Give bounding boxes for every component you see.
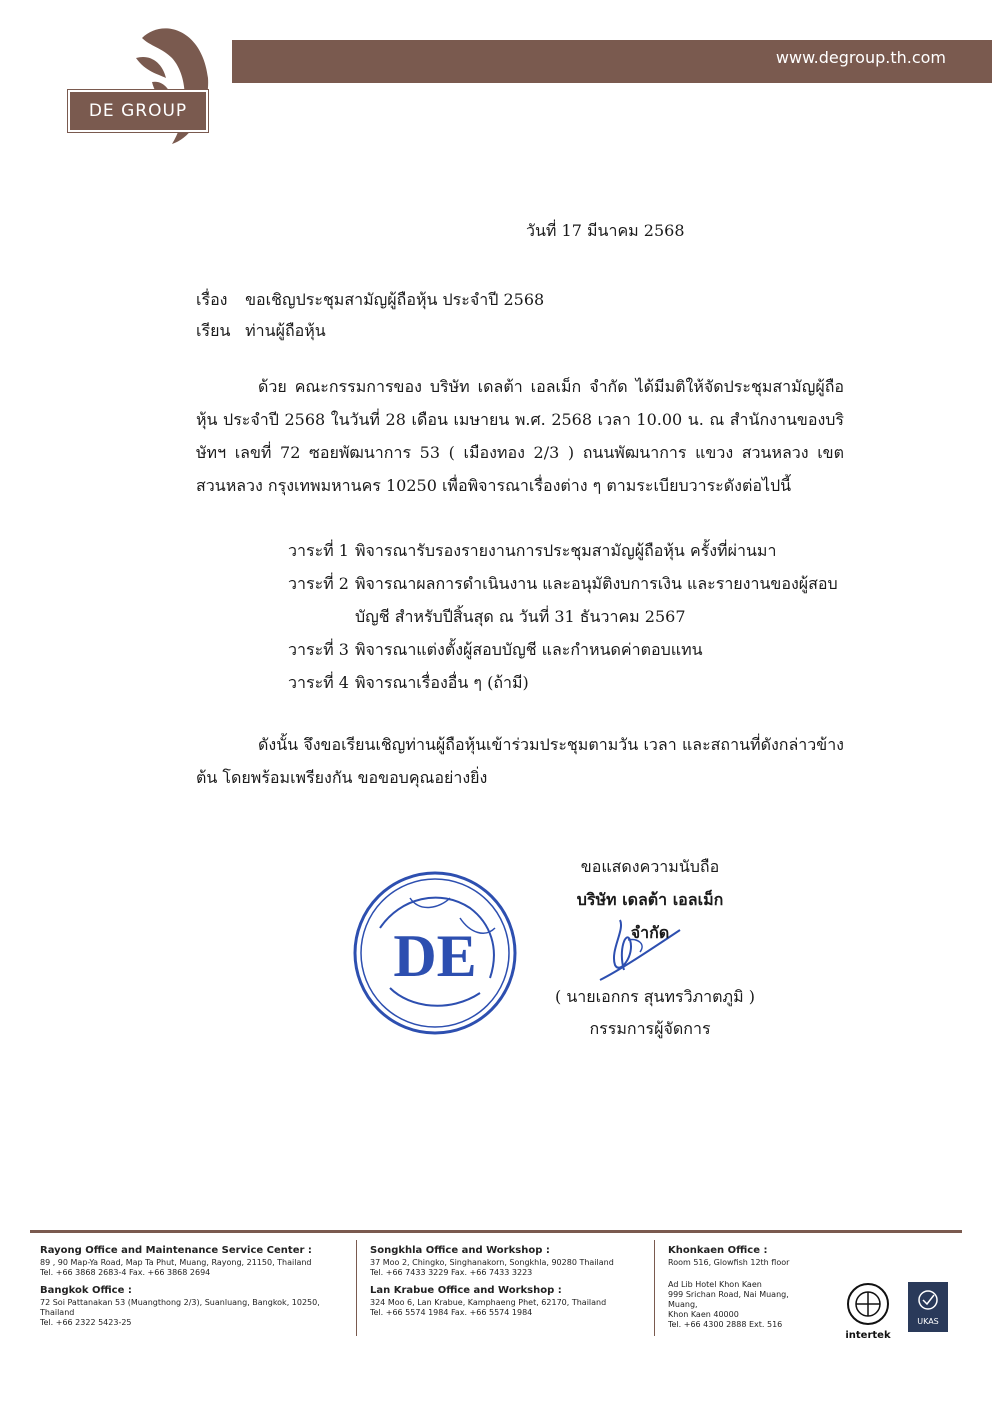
svg-text:intertek: intertek	[845, 1330, 891, 1341]
khonkaen-address-city: Khon Kaen 40000	[668, 1310, 739, 1319]
rayong-address: 89 , 90 Map-Ya Road, Map Ta Phut, Muang, Rayong, 21150, Thailand	[40, 1258, 312, 1267]
footer-rayong-bangkok	[40, 1244, 340, 1328]
intro-paragraph	[196, 370, 844, 502]
footer-songkhla-lankrabue	[370, 1244, 640, 1318]
bangkok-address: 72 Soi Pattanakan 53 (Muangthong 2/3), Suanluang, Bangkok, 10250,	[40, 1298, 320, 1307]
agenda-item	[288, 666, 848, 699]
ukas-cert-icon	[908, 1282, 948, 1332]
lankrabue-address: 324 Moo 6, Lan Krabue, Kamphaeng Phet, 62170, Thailand	[370, 1298, 607, 1307]
songkhla-tel: Tel. +66 7433 3229 Fax. +66 7433 3223	[370, 1268, 533, 1277]
website-url: www.degroup.th.com	[775, 48, 946, 67]
footer-divider	[356, 1240, 357, 1336]
khonkaen-address: 999 Srichan Road, Nai Muang, Muang,	[668, 1290, 789, 1309]
subject-text: ขอเชิญประชุมสามัญผู้ถือหุ้น ประจำปี 2568	[245, 290, 545, 309]
svg-text:UKAS: UKAS	[917, 1317, 939, 1326]
agenda-item-label: วาระที่ 2	[288, 574, 349, 593]
subject-row	[196, 283, 544, 316]
subject-label: เรื่อง	[196, 290, 228, 309]
agenda-item-label: วาระที่ 1	[288, 541, 349, 560]
songkhla-office-title: Songkhla Office and Workshop :	[370, 1245, 550, 1256]
signature-block	[560, 850, 740, 949]
agenda-item-label: วาระที่ 3	[288, 640, 349, 659]
songkhla-address: 37 Moo 2, Chingko, Singhanakorn, Songkhla, 90280 Thailand	[370, 1258, 614, 1267]
closing-paragraph	[196, 728, 844, 794]
agenda-item-text: พิจารณารับรองรายงานการประชุมสามัญผู้ถือหุ้น ครั้งที่ผ่านมา	[354, 541, 777, 560]
footer-khonkaen	[668, 1244, 818, 1330]
rayong-tel: Tel. +66 3868 2683-4 Fax. +66 3868 2694	[40, 1268, 211, 1277]
agenda-item-text: พิจารณาผลการดำเนินงาน และอนุมัติงบการเงิน และรายงานของผู้สอบบัญชี สำหรับปีสิ้นสุด ณ วันที่ 31 ธันวาคม 2567	[354, 574, 838, 626]
signing-company: บริษัท เดลต้า เอลเม็ก จำกัด	[576, 890, 724, 942]
bangkok-tel: Tel. +66 2322 5423-25	[40, 1318, 132, 1327]
certification-badges	[844, 1280, 956, 1348]
intro-paragraph-text: ด้วย คณะกรรมการของ บริษัท เดลต้า เอลเม็ก จำกัด ได้มีมติให้จัดประชุมสามัญผู้ถือหุ้น ประจำปี 2568 ในวันที่ 28 เดือน เมษายน พ.ศ. 2568 เวลา 10.00 น. ณ สำนักงานของบริษัทฯ เลขที่ 72 ซอยพัฒนาการ 53 ( เมืองทอง 2/3 ) ถนนพัฒนาการ แขวง สวนหลวง เขตสวนหลวง กรุงเทพมหานคร 10250 เพื่อพิจารณาเรื่องต่าง ๆ ตามระเบียบวาระดังต่อไปนี้	[196, 377, 844, 495]
letter-date: วันที่ 17 มีนาคม 2568	[526, 221, 685, 240]
footer-divider	[654, 1240, 655, 1336]
agenda-item	[288, 534, 848, 567]
lankrabue-office-title: Lan Krabue Office and Workshop :	[370, 1285, 562, 1296]
agenda-list	[288, 534, 848, 699]
khonkaen-office-title: Khonkaen Office :	[668, 1245, 768, 1256]
footer-rule	[30, 1230, 962, 1233]
closing-salutation: ขอแสดงความนับถือ	[580, 857, 720, 876]
rayong-office-title: Rayong Office and Maintenance Service Center :	[40, 1245, 312, 1256]
closing-paragraph-text: ดังนั้น จึงขอเรียนเชิญท่านผู้ถือหุ้นเข้าร่วมประชุมตามวัน เวลา และสถานที่ดังกล่าวข้างต้น โดยพร้อมเพรียงกัน ขอขอบคุณอย่างยิ่ง	[196, 735, 844, 787]
agenda-item	[288, 633, 848, 666]
lankrabue-tel: Tel. +66 5574 1984 Fax. +66 5574 1984	[370, 1308, 533, 1317]
agenda-item-text: พิจารณาเรื่องอื่น ๆ (ถ้ามี)	[354, 673, 529, 692]
khonkaen-tel: Tel. +66 4300 2888 Ext. 516	[668, 1320, 783, 1329]
agenda-item-label: วาระที่ 4	[288, 673, 349, 692]
recipient-label: เรียน	[196, 321, 231, 340]
company-stamp	[350, 868, 520, 1042]
khonkaen-hotel: Ad Lib Hotel Khon Kaen	[668, 1280, 762, 1289]
company-logo	[68, 90, 208, 132]
svg-text:DE: DE	[393, 923, 477, 989]
recipient-text: ท่านผู้ถือหุ้น	[245, 321, 326, 340]
signer-name: ( นายเอกกร สุนทรวิภาตภูมิ )	[555, 987, 755, 1006]
recipient-row	[196, 314, 326, 347]
agenda-item-text: พิจารณาแต่งตั้งผู้สอบบัญชี และกำหนดค่าตอบแทน	[354, 640, 703, 659]
header-divider	[232, 80, 992, 83]
bangkok-address-country: Thailand	[40, 1308, 75, 1317]
agenda-item	[288, 567, 848, 633]
logo-text: DE GROUP	[88, 101, 188, 121]
bangkok-office-title: Bangkok Office :	[40, 1285, 132, 1296]
intertek-cert-icon	[845, 1284, 891, 1341]
khonkaen-room: Room 516, Glowfish 12th floor	[668, 1258, 790, 1267]
signer-position: กรรมการผู้จัดการ	[589, 1019, 711, 1038]
